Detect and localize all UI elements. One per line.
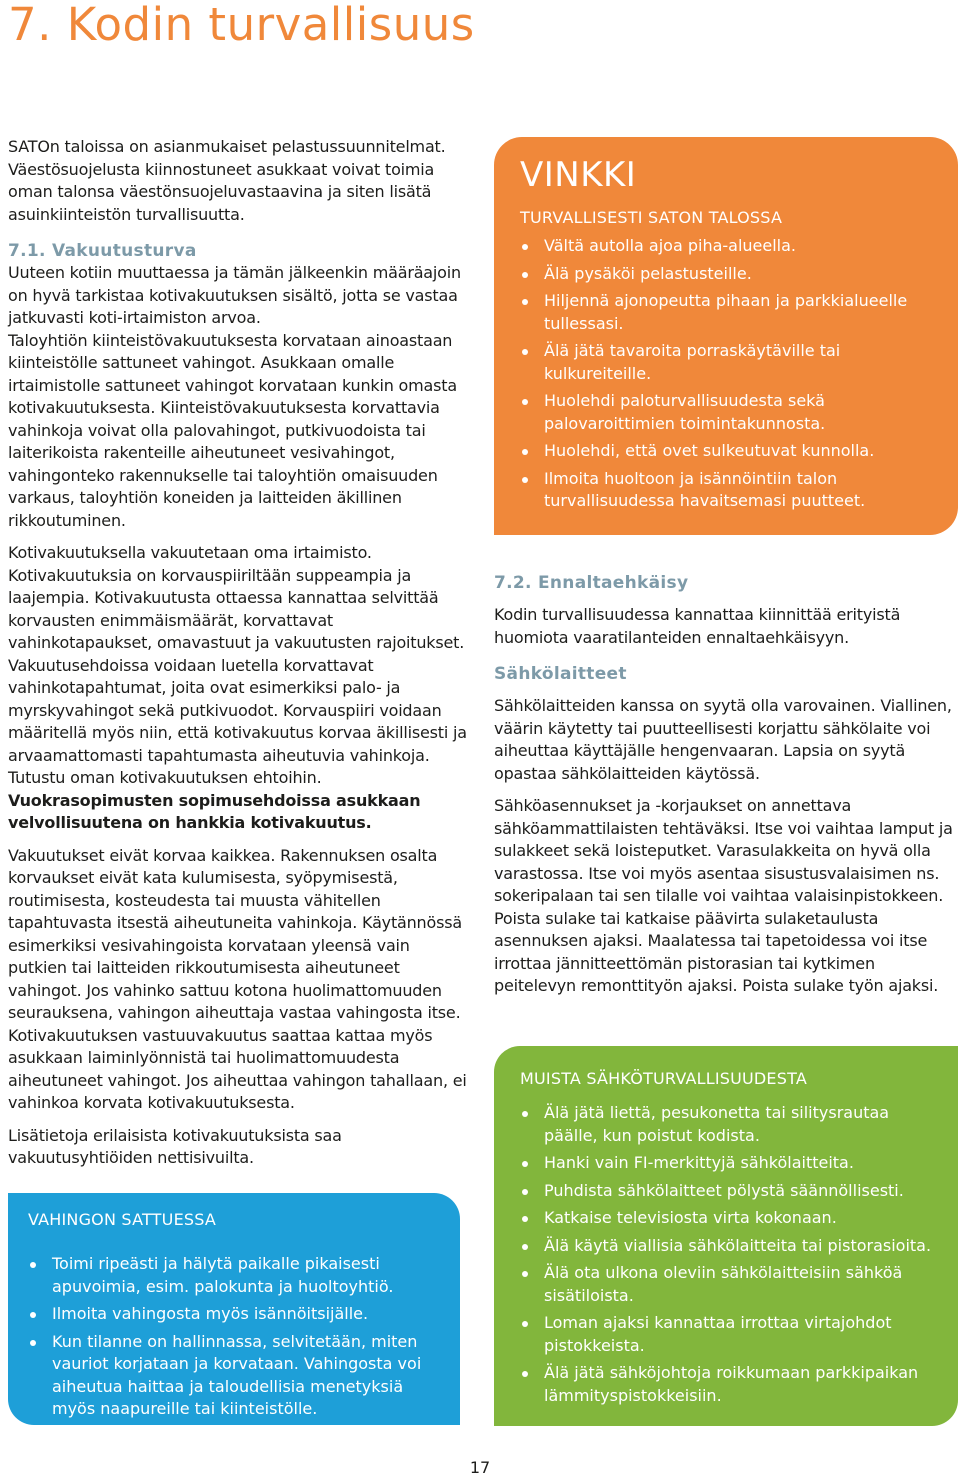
tip-box xyxy=(494,137,958,535)
list-item: Älä jätä liettä, pesukonetta tai silitysrautaa päälle, kun poistut kodista. xyxy=(520,1102,938,1147)
electrical-safety-box xyxy=(494,1046,958,1426)
bullet-list xyxy=(520,235,938,513)
subheading-sahkolaitteet: Sähkölaitteet xyxy=(494,664,627,684)
list-item: Kun tilanne on hallinnassa, selvitetään, miten vauriot korjataan ja korvataan. Vahingosta voi aiheutua haittaa ja taloudellisia menetyksiä myös naapureille tai kiinteistölle. xyxy=(28,1331,440,1421)
list-item: Hanki vain FI-merkittyjä sähkölaitteita. xyxy=(520,1152,938,1175)
list-item: Vältä autolla ajoa piha-alueella. xyxy=(520,235,938,258)
paragraph: Vakuutukset eivät korvaa kaikkea. Rakennuksen osalta korvaukset eivät kata kulumisesta, syöpymisestä, routimisesta, kosteudesta tai muusta vähitellen tapahtuvasta itsestä aiheutuneita vahinkoja. Käytännössä esimerkiksi vesivahingoista korvataan yleensä vain putkien tai laitteiden rikkoutumisesta aiheutuneet vahingot. Jos vahinko sattuu kotona huolimattomuuden seurauksena, vahingon aiheuttaja vastaa vahingosta itse. Kotivakuutuksen vastuuvakuutus saattaa kattaa myös asukkaan laiminlyönnistä tai huolimattomuudesta aiheutuneet vahingot. Jos aiheuttaa vahingon tahallaan, ei vahinkoa korvata kotivakuutuksesta. xyxy=(8,845,467,1112)
list-item: Älä käytä viallisia sähkölaitteita tai pistorasioita. xyxy=(520,1235,938,1258)
list-item: Älä jätä sähköjohtoja roikkumaan parkkipaikan lämmityspistokkeisiin. xyxy=(520,1362,938,1407)
bold-notice: Vuokrasopimusten sopimusehdoissa asukkaan velvollisuutena on hankkia kotivakuutus. xyxy=(8,790,421,832)
paragraph: Lisätietoja erilaisista kotivakuutuksista saa vakuutusyhtiöiden nettisivuilta. xyxy=(8,1125,342,1167)
bullet-list xyxy=(28,1253,440,1421)
list-item: Loman ajaksi kannattaa irrottaa virtajohdot pistokkeista. xyxy=(520,1312,938,1357)
list-item: Älä ota ulkona oleviin sähkölaitteisiin sähköä sisätiloista. xyxy=(520,1262,938,1307)
left-column xyxy=(8,136,468,1180)
list-item: Hiljennä ajonopeutta pihaan ja parkkialueelle tullessasi. xyxy=(520,290,938,335)
paragraph: Sähkölaitteiden kanssa on syytä olla varovainen. Viallinen, väärin käytetty tai puutteellisesti korjattu sähkölaite voi aiheuttaa käyttäjälle hengenvaaran. Lapsia on syytä opastaa sähkölaitteiden käytössä. xyxy=(494,696,952,783)
page-number: 17 xyxy=(469,1458,491,1477)
list-item: Ilmoita huoltoon ja isännöintiin talon turvallisuudessa havaitsemasi puutteet. xyxy=(520,468,938,513)
list-item: Huolehdi, että ovet sulkeutuvat kunnolla. xyxy=(520,440,938,463)
damage-info-box xyxy=(8,1193,460,1425)
paragraph: Uuteen kotiin muuttaessa ja tämän jälkeenkin määräajoin on hyvä tarkistaa kotivakuutuksen sisältö, jotta se vastaa jatkuvasti koti-irtaimiston arvoa. xyxy=(8,263,461,327)
paragraph xyxy=(8,542,468,835)
page-title: 7. Kodin turvallisuus xyxy=(8,0,475,51)
box-heading: MUISTA SÄHKÖTURVALLISUUDESTA xyxy=(520,1069,807,1088)
box-heading: VAHINGON SATTUESSA xyxy=(28,1210,217,1229)
paragraph-text: Kotivakuutuksella vakuutetaan oma irtaimisto. Kotivakuutuksia on korvauspiiriltään suppeampia ja laajempia. Kotivakuutusta ottaessa kannattaa selvittää korvausten enimmäismäärät, korvattavat vahinkotapaukset, omavastuut ja vakuutusten rajoitukset. Vakuutusehdoissa voidaan luetella korvattavat vahinkotapahtumat, joita ovat esimerkiksi palo- ja myrskyvahingot sekä putkivuodot. Korvauspiiri voidaan määritellä myös niin, että kotivakuutus korvaa äkillisesti ja arvaamattomasti tapahtumasta aiheutuvia vahinkoja. Tutustu oman kotivakuutuksen ehtoihin. xyxy=(8,543,467,787)
list-item: Älä jätä tavaroita porraskäytäville tai kulkureiteille. xyxy=(520,340,938,385)
list-item: Toimi ripeästi ja hälytä paikalle pikaisesti apuvoimia, esim. palokunta ja huoltoyhtiö. xyxy=(28,1253,440,1298)
list-item: Ilmoita vahingosta myös isännöitsijälle. xyxy=(28,1303,440,1326)
right-column xyxy=(494,572,960,1008)
intro-paragraph: SATOn taloissa on asianmukaiset pelastussuunnitelmat. Väestösuojelusta kiinnostuneet asukkaat voivat toimia oman talonsa väestönsuojeluvastaavina ja siten lisätä asuinkiinteistön turvallisuutta. xyxy=(8,137,446,224)
list-item: Huolehdi paloturvallisuudesta sekä palovaroittimien toimintakunnosta. xyxy=(520,390,938,435)
paragraph: Taloyhtiön kiinteistövakuutuksesta korvataan ainoastaan kiinteistölle sattuneet vahingot. Asukkaan omalle irtaimistolle sattuneet vahingot korvataan kunkin omasta kotivakuutuksesta. Kiinteistövakuutuksesta korvattavia vahinkoja voivat olla palovahingot, putkivuodoista tai laiterikoista rakenteille aiheutuneet vesivahingot, vahingonteko rakennukselle tai taloyhtiön omaisuuden varkaus, taloyhtiön koneiden ja laitteiden äkillinen rikkoutuminen. xyxy=(8,330,457,530)
tip-title: VINKKI xyxy=(520,155,637,195)
section-title-ennaltaehkaisy: 7.2. Ennaltaehkäisy xyxy=(494,573,689,593)
list-item: Puhdista sähkölaitteet pölystä säännöllisesti. xyxy=(520,1180,938,1203)
section-title-vakuutusturva: 7.1. Vakuutusturva xyxy=(8,241,197,261)
box-heading: TURVALLISESTI SATON TALOSSA xyxy=(520,208,783,227)
list-item: Katkaise televisiosta virta kokonaan. xyxy=(520,1207,938,1230)
paragraph: Sähköasennukset ja -korjaukset on annettava sähköammattilaisten tehtäväksi. Itse voi vaihtaa lamput ja sulakkeet sekä loisteputket. Varasulakkeita on hyvä olla varastossa. Itse voi myös asentaa sisustusvalaisimen ns. sokeripalaan tai sen tilalle voi vaihtaa valaisinpistokkeen. Poista sulake tai katkaise päävirta sulaketaulusta asennuksen ajaksi. Maalatessa tai tapetoidessa voi itse irrottaa jännitteettömän pistorasian tai kytkimen peitelevyn remonttityön ajaksi. Poista sulake työn ajaksi. xyxy=(494,796,953,995)
list-item: Älä pysäköi pelastusteille. xyxy=(520,263,938,286)
bullet-list xyxy=(520,1102,938,1407)
paragraph: Kodin turvallisuudessa kannattaa kiinnittää erityistä huomiota vaaratilanteiden ennaltaehkäisyyn. xyxy=(494,605,901,647)
